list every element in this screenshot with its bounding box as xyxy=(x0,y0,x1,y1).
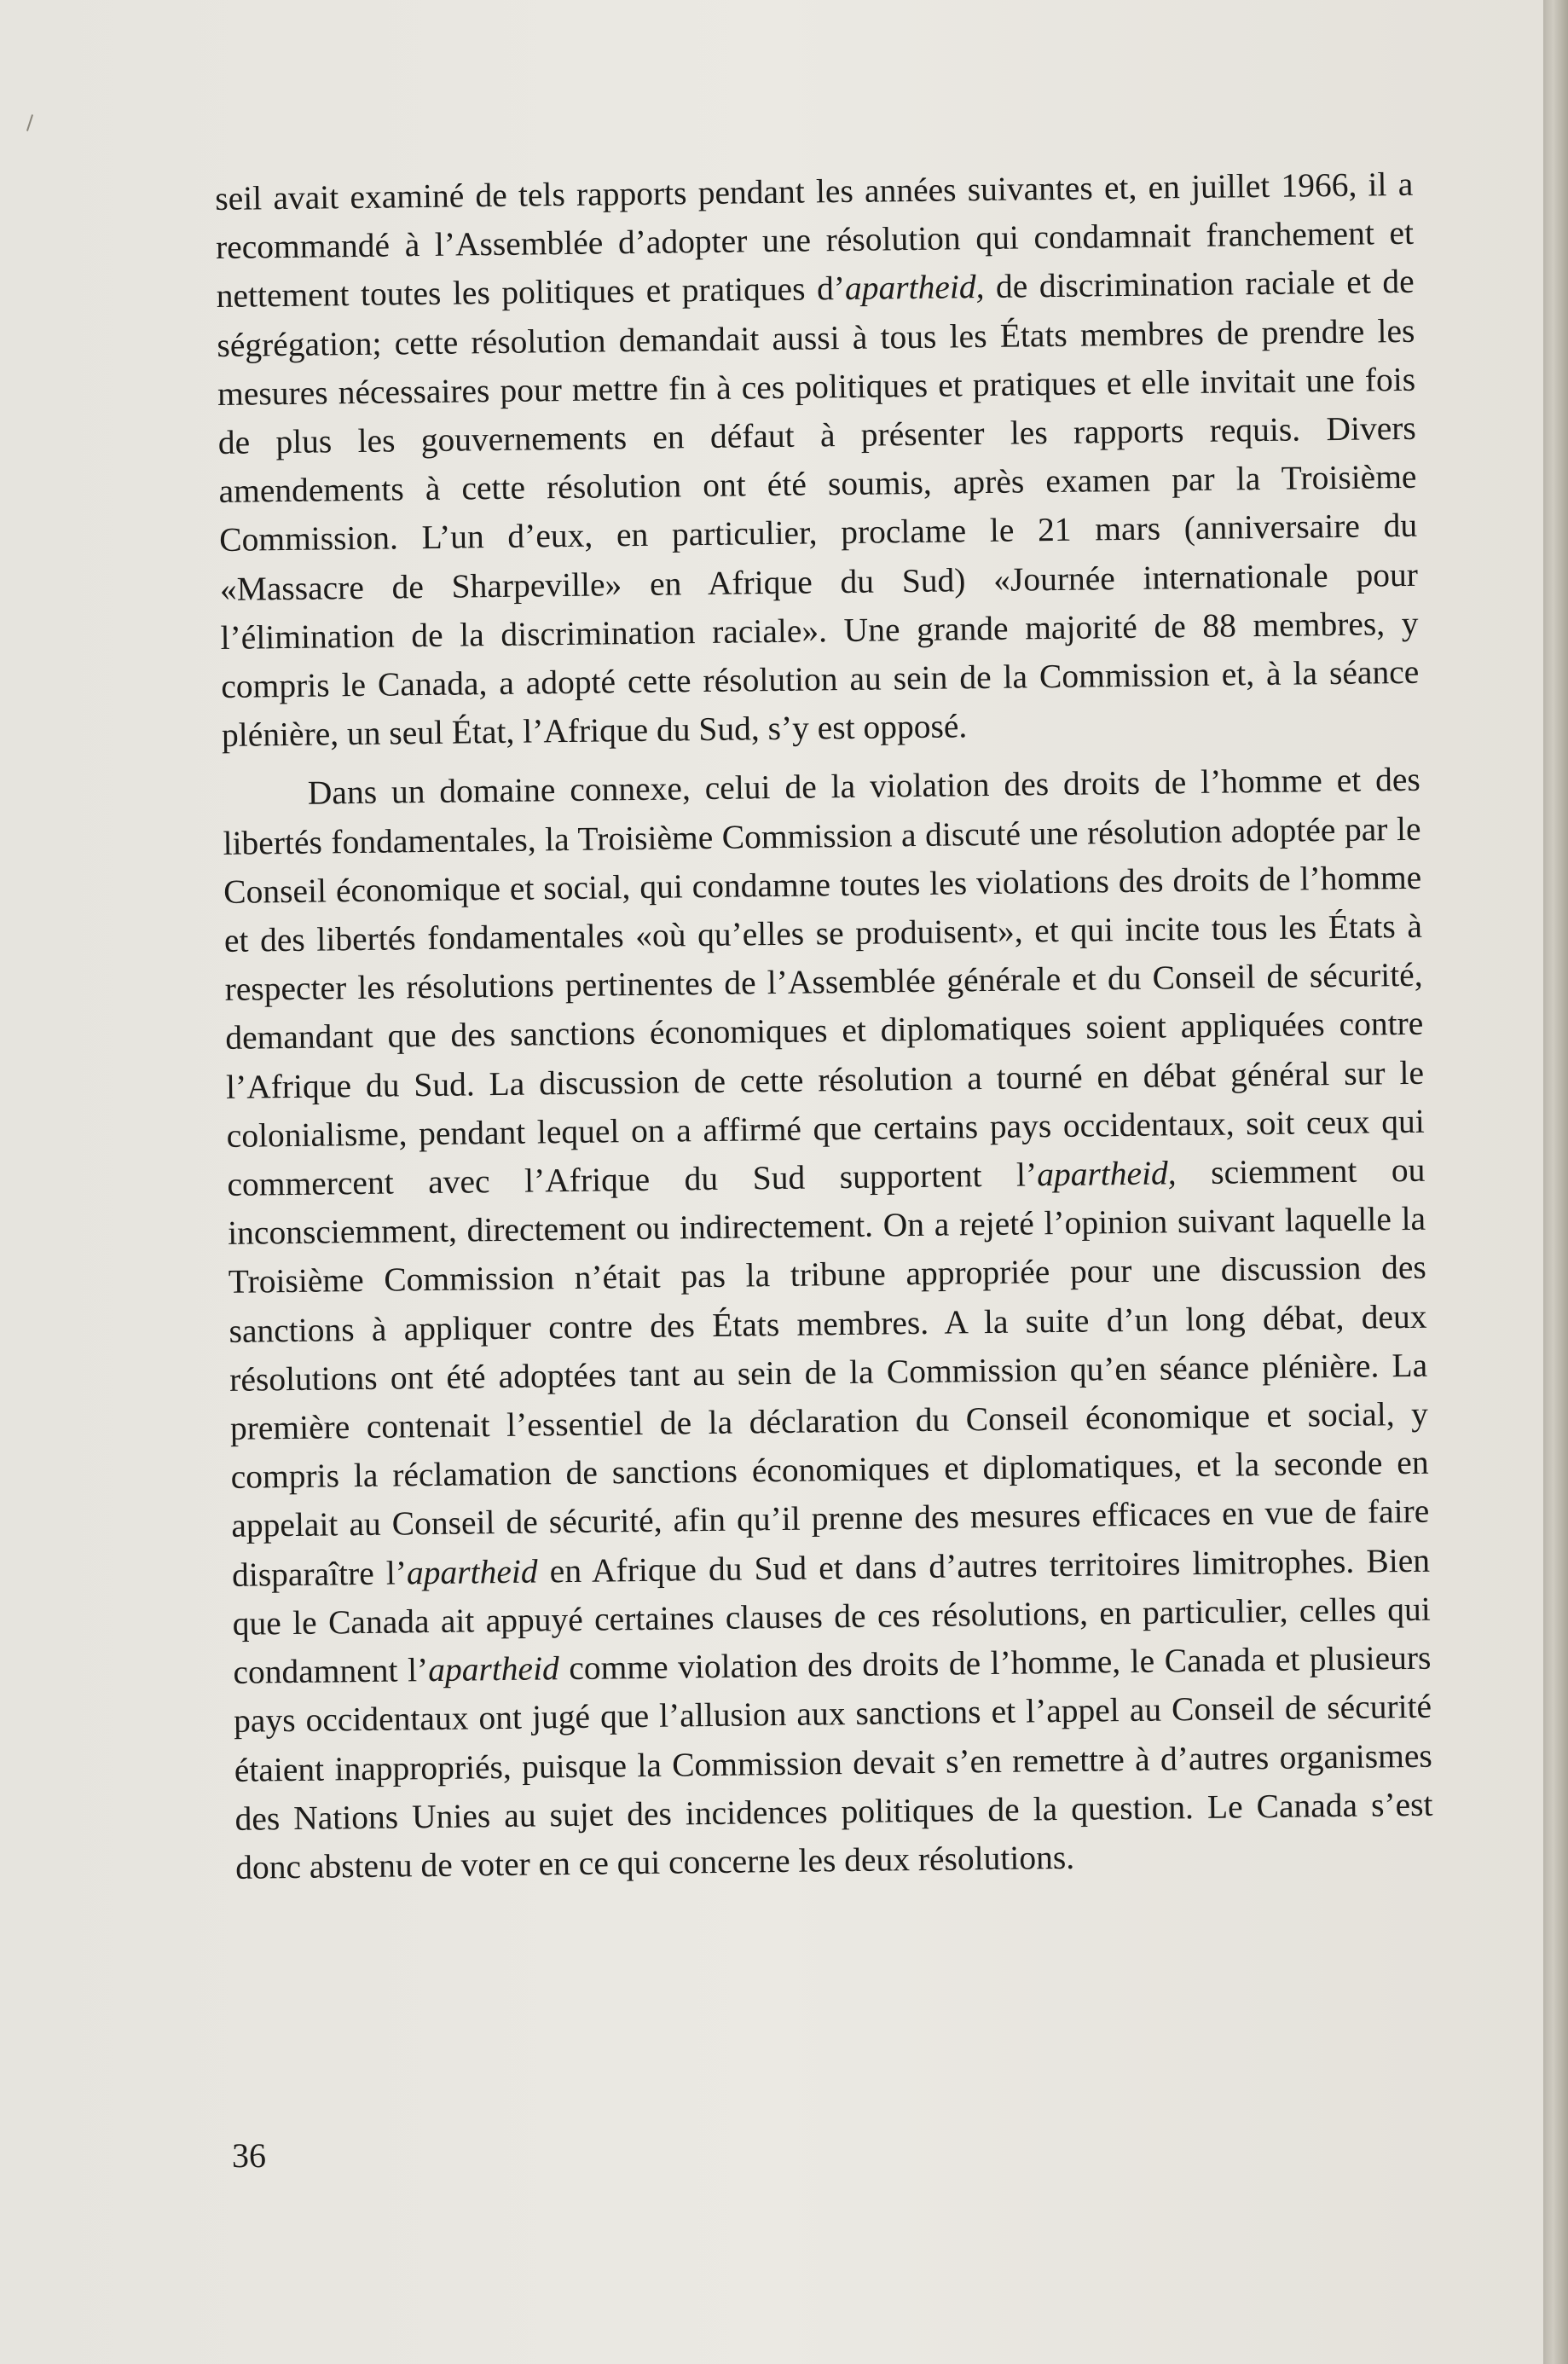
text-run: en Afrique du Sud et dans d’autres territoires limitrophes. Bien que le Canada ait appuyé certaines clauses de ces résolutions, en particulier, celles qui condamnent l’ xyxy=(232,1541,1431,1691)
page-number: 36 xyxy=(232,2136,266,2175)
page-edge-shadow xyxy=(1543,0,1568,2364)
text-run: Dans un domaine connexe, celui de la violation des droits de l’homme et des libertés fondamentales, la Troisième Commission a discuté une résolution adoptée par le Conseil économique et social, qui condamne toutes les violations des droits de l’homme et des libertés fondamentales «où qu’elles se produisent», et qui incite tous les États à respecter les résolutions pertinentes de l’Assemblée générale et du Conseil de sécurité, demandant que des sanctions économiques et diplomatiques soient appliquées contre l’Afrique du Sud. La discussion de cette résolution a tourné en débat général sur le colonialisme, pendant lequel on a affirmé que certains pays occidentaux, soit ceux qui commercent avec l’Afrique du Sud supportent l’ xyxy=(223,761,1425,1203)
italic-run: apartheid xyxy=(427,1649,560,1689)
text-run: de discrimination raciale et de ségrégation; cette résolution demandait aussi à tous les États membres de prendre les mesures nécessaires pour mettre fin à ces politiques et pratiques et elle invitait une fois de plus les gouvernements en défaut à présenter les rapports requis. Divers amendements à cette résolution ont été soumis, après examen par la Troisième Commission. L’un d’eux, en particulier, proclame le 21 mars (anniversaire du «Massacre de Sharpeville» en Afrique du Sud) «Journée internationale pour l’élimination de la discrimination raciale». Une grande majorité de 88 membres, y compris le Canada, a adopté cette résolution au sein de la Commission et, à la séance plénière, un seul État, l’Afrique du Sud, s’y est opposé. xyxy=(217,263,1420,755)
paragraph-2 xyxy=(223,756,1434,1892)
italic-run: apartheid, xyxy=(844,268,985,308)
body-text xyxy=(215,160,1434,1892)
italic-run: apartheid, xyxy=(1036,1154,1177,1194)
paragraph-1 xyxy=(215,160,1420,761)
text-run: comme violation des droits de l’homme, le Canada et plusieurs pays occidentaux ont jugé que l’allusion aux sanctions et l’appel au Conseil de sécurité étaient inappropriés, puisque la Commission devait s’en remettre à d’autres organismes des Nations Unies au sujet des incidences politiques de la question. Le Canada s’est donc abstenu de voter en ce qui concerne les deux résolutions. xyxy=(233,1638,1433,1886)
text-run: sciemment ou inconsciemment, directement ou indirectement. On a rejeté l’opinion suivant laquelle la Troisième Commission n’était pas la tribune appropriée pour une discussion des sanctions à appliquer contre des États membres. A la suite d’un long débat, deux résolutions ont été adoptées tant au sein de la Commission qu’en séance plénière. La première contenait l’essentiel de la déclaration du Conseil économique et social, y compris la réclamation de sanctions économiques et diplomatiques, et la seconde en appelait au Conseil de sécurité, afin qu’il prenne des mesures efficaces en vue de faire disparaître l’ xyxy=(227,1150,1430,1594)
italic-run: apartheid xyxy=(406,1552,538,1592)
stray-pencil-mark xyxy=(26,114,33,131)
text-run: seil avait examiné de tels rapports pendant les années suivantes et, en juillet 1966, il a recommandé à l’Assemblée d’adopter une résolution qui condamnait franchement et nettement toutes les politiques et pratiques d’ xyxy=(215,165,1415,316)
